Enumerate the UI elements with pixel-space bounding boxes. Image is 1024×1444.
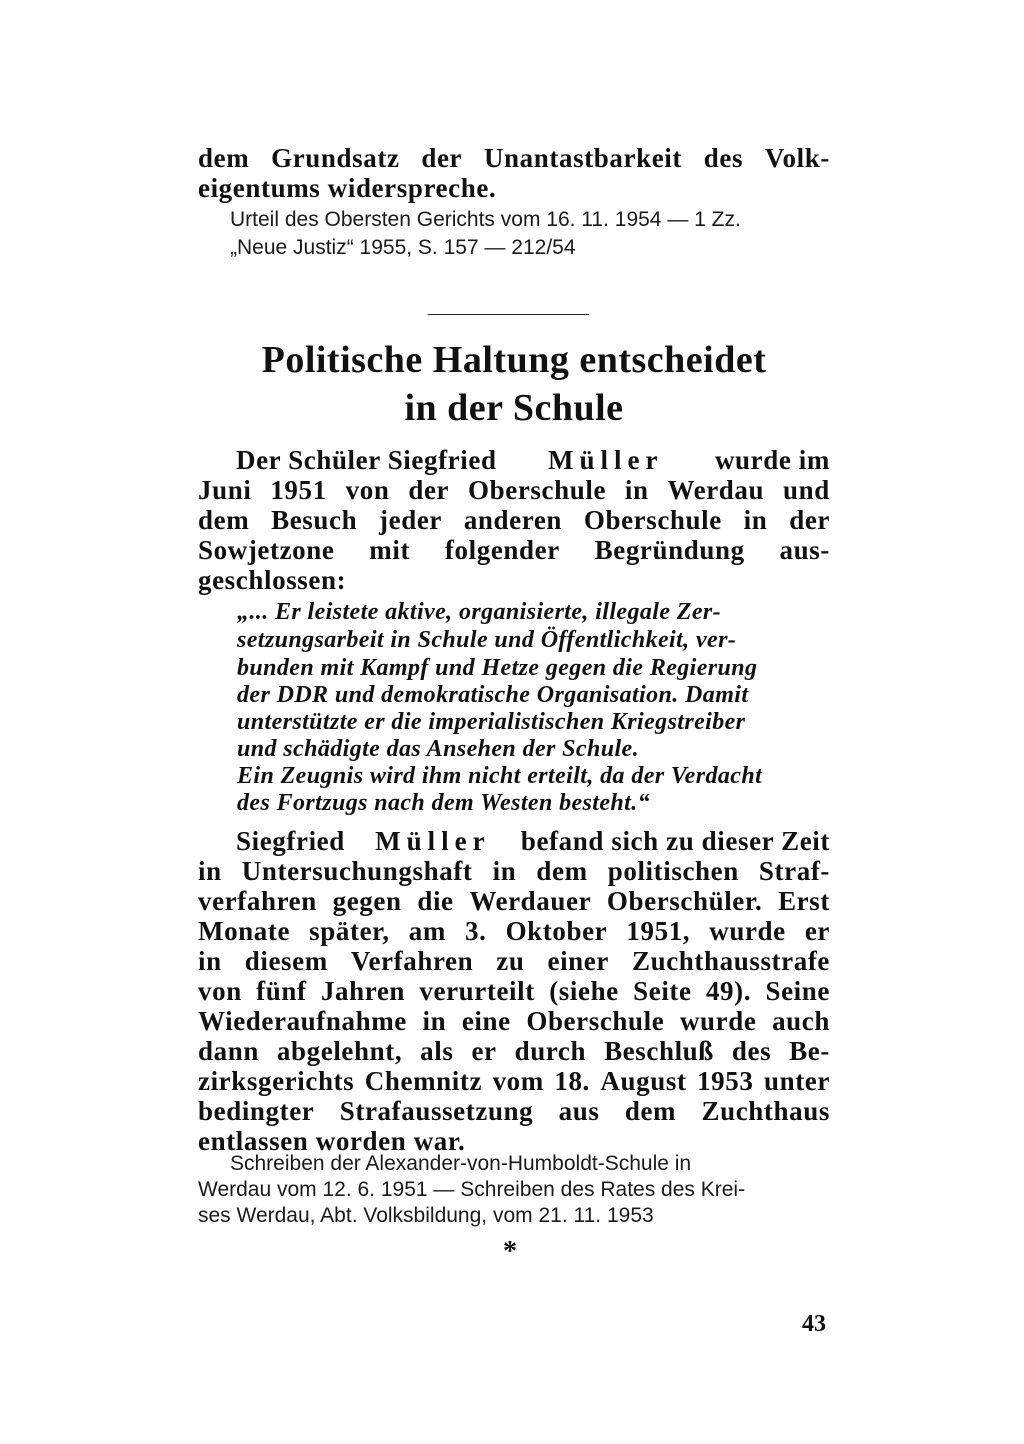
word: und [783, 475, 830, 505]
paragraph-2-line-11: entlassen worden war. [198, 1126, 466, 1156]
paragraph-2-line-10 [198, 1096, 830, 1126]
quote-line-6: und schädigte das Ansehen der Schule. [237, 736, 639, 762]
word: des [731, 1036, 772, 1066]
word: der [421, 143, 463, 173]
word: Begründung [594, 535, 745, 565]
word: Be- [789, 1036, 830, 1066]
word: politischen [607, 856, 739, 886]
paragraph-2-line-3 [198, 886, 830, 916]
word: er [471, 1036, 497, 1066]
word: verurteilt [419, 976, 535, 1006]
word: zirksgerichts [198, 1066, 355, 1096]
word: unter [763, 1066, 830, 1096]
word: der [789, 505, 830, 535]
word: Wiederaufnahme [198, 1006, 407, 1036]
word: dem [624, 1096, 677, 1126]
word: verfahren [198, 886, 317, 916]
paragraph-1-line-4 [198, 535, 830, 565]
section-title-line-2: in der Schule [404, 387, 624, 429]
top-paragraph-line-2: eigentums widerspreche. [198, 173, 497, 203]
asterisk-separator: * [503, 1236, 517, 1267]
word: wurde [709, 916, 786, 946]
word: in [743, 505, 768, 535]
word: abgelehnt, [276, 1036, 403, 1066]
word: von [345, 475, 390, 505]
word: gegen [332, 886, 402, 916]
word: Monate [198, 916, 291, 946]
paragraph-2-line-4 [198, 916, 830, 946]
word: mit [369, 535, 411, 565]
person-name-mueller: Müller [548, 445, 664, 475]
word: er [804, 916, 830, 946]
paragraph-1-line-5: geschlossen: [198, 565, 347, 595]
paragraph-2-line-9 [198, 1066, 830, 1096]
word: 1951, [626, 916, 691, 946]
quote-line-3: bunden mit Kampf und Hetze gegen die Regierung [237, 655, 758, 681]
word: Jahren [320, 976, 406, 1006]
word: in [198, 856, 222, 886]
word: Seine [765, 976, 830, 1006]
paragraph-2-line-8 [198, 1036, 830, 1066]
word: 1951 [270, 475, 327, 505]
person-name-mueller-2: Müller [375, 826, 491, 856]
word: dem [198, 143, 250, 173]
word: fünf [256, 976, 307, 1006]
bottom-citation-line-2: Werdau vom 12. 6. 1951 — Schreiben des Rates des Krei- [198, 1178, 746, 1201]
word: auch [772, 1006, 830, 1036]
word: Oberschule [583, 505, 722, 535]
word: zu [496, 946, 525, 976]
word: 1953 [697, 1066, 754, 1096]
quote-line-7: Ein Zeugnis wird ihm nicht erteilt, da der Verdacht [237, 763, 763, 789]
word: (siehe [549, 976, 619, 1006]
paragraph-1-line-1 [236, 445, 830, 475]
word: in [624, 475, 649, 505]
word: Oberschule [526, 1006, 665, 1036]
word: August [600, 1066, 687, 1096]
quote-line-1: „... Er leistete aktive, organisierte, illegale Zer- [237, 599, 722, 625]
word: durch [514, 1036, 587, 1066]
paragraph-2-line-6 [198, 976, 830, 1006]
quote-line-8: des Fortzugs nach dem Westen besteht.“ [237, 790, 651, 816]
word: anderen [463, 505, 563, 535]
word: wurde [679, 1006, 757, 1036]
word: Besuch [271, 505, 358, 535]
word: die [417, 886, 454, 916]
word: aus [558, 1096, 600, 1126]
paragraph-1-line-2 [198, 475, 830, 505]
paragraph-1-line-1-end: wurde im [714, 445, 830, 475]
word: als [420, 1036, 454, 1066]
word: Werdau [667, 475, 765, 505]
word: 49). [705, 976, 752, 1006]
word: Beschluß [604, 1036, 714, 1066]
section-title-line-1: Politische Haltung entscheidet [261, 339, 767, 381]
word: Seite [633, 976, 692, 1006]
word: 18. [554, 1066, 590, 1096]
bottom-citation-line-3: ses Werdau, Abt. Volksbildung, vom 21. 11. 1953 [198, 1204, 654, 1227]
paragraph-2-line-1 [236, 826, 830, 856]
word: dem [198, 505, 250, 535]
word: am [408, 916, 446, 946]
word: vom [492, 1066, 544, 1096]
top-citation-line-1: Urteil des Obersten Gerichts vom 16. 11. 1954 — 1 Zz. [230, 208, 741, 231]
word: in [492, 856, 517, 886]
word: später, [309, 916, 390, 946]
word: eine [461, 1006, 511, 1036]
word: dann [198, 1036, 259, 1066]
word: in [198, 946, 222, 976]
word: Juni [198, 475, 252, 505]
quote-line-5: unterstützte er die imperialistischen Kriegstreiber [237, 709, 746, 735]
word: in [422, 1006, 447, 1036]
word: Zuchthausstrafe [631, 946, 830, 976]
word: Zuchthaus [701, 1096, 830, 1126]
word: bedingter [198, 1096, 315, 1126]
word: 3. [465, 916, 487, 946]
quote-line-4: der DDR und demokratische Organisation. Damit [237, 682, 749, 708]
word: Erst [778, 886, 830, 916]
top-citation-line-2: „Neue Justiz“ 1955, S. 157 — 212/54 [230, 236, 576, 259]
word: Oberschule [468, 475, 607, 505]
page-number: 43 [802, 1311, 826, 1337]
word: einer [547, 946, 609, 976]
paragraph-2-line-7 [198, 1006, 830, 1036]
word: Volk- [764, 143, 830, 173]
word: aus- [779, 535, 830, 565]
word: Unantastbarkeit [483, 143, 682, 173]
word: Oberschüler. [606, 886, 763, 916]
word: jeder [379, 505, 443, 535]
word: des [703, 143, 744, 173]
word: diesem [244, 946, 328, 976]
word: Werdauer [469, 886, 592, 916]
word: Grundsatz [271, 143, 400, 173]
paragraph-2-line-5 [198, 946, 830, 976]
paragraph-2-line-1-start: Siegfried [236, 826, 345, 856]
word: Verfahren [350, 946, 474, 976]
word: von [198, 976, 242, 1006]
word: Oktober [505, 916, 608, 946]
word: folgender [444, 535, 560, 565]
quote-line-2: setzungsarbeit in Schule und Öffentlichkeit, ver- [237, 627, 737, 653]
paragraph-2-line-2 [198, 856, 830, 886]
paragraph-1-line-1-start: Der Schüler Siegfried [236, 445, 497, 475]
top-paragraph-line-1 [198, 143, 830, 173]
word: Chemnitz [364, 1066, 483, 1096]
word: Sowjetzone [198, 535, 335, 565]
word: Straf- [758, 856, 830, 886]
word: Strafaussetzung [339, 1096, 534, 1126]
bottom-citation-line-1: Schreiben der Alexander-von-Humboldt-Schule in [230, 1152, 692, 1175]
paragraph-1-line-3 [198, 505, 830, 535]
paragraph-2-line-1-end: befand sich zu dieser Zeit [520, 826, 830, 856]
word: dem [536, 856, 588, 886]
section-divider [428, 314, 589, 315]
word: der [408, 475, 450, 505]
word: Untersuchungshaft [241, 856, 473, 886]
